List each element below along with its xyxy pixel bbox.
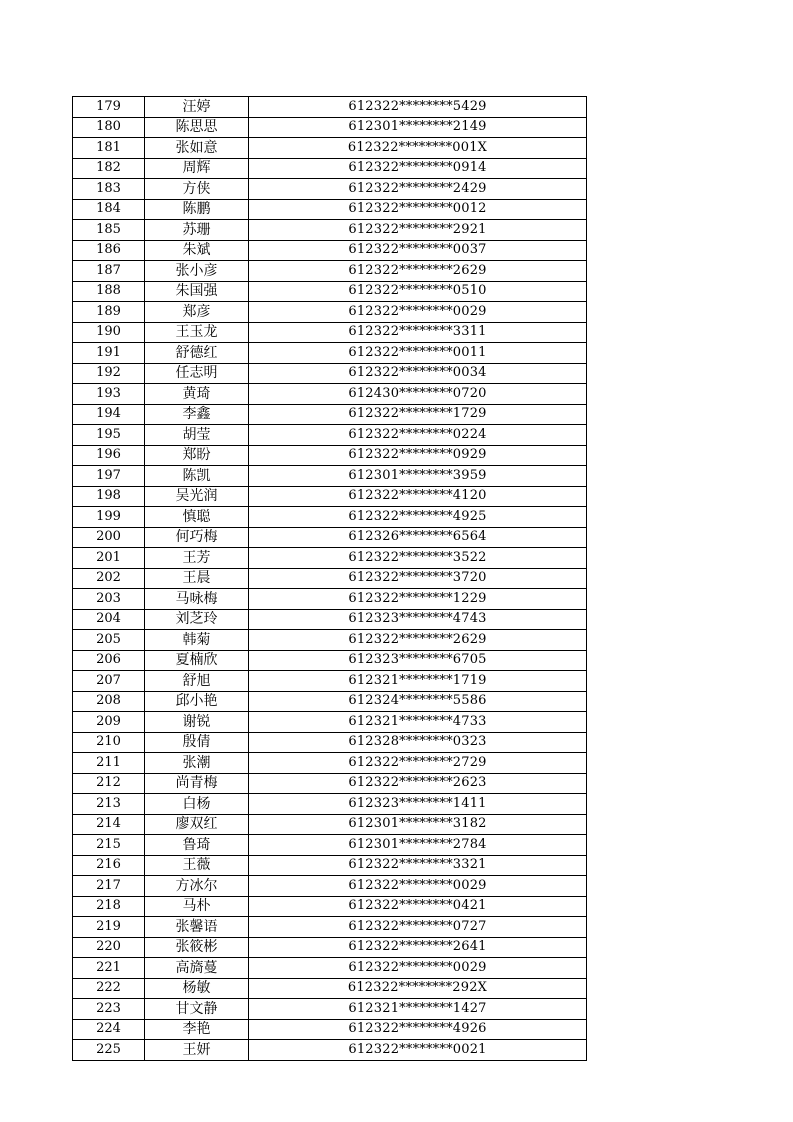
id-number: 612323********1411 xyxy=(249,794,587,815)
id-number: 612328********0323 xyxy=(249,732,587,753)
row-number: 187 xyxy=(73,261,145,282)
person-name: 胡莹 xyxy=(145,425,249,446)
table-row xyxy=(73,876,587,897)
table-row xyxy=(73,712,587,733)
row-number: 195 xyxy=(73,425,145,446)
row-number: 224 xyxy=(73,1019,145,1040)
row-number: 210 xyxy=(73,732,145,753)
row-number: 193 xyxy=(73,384,145,405)
person-name: 王晨 xyxy=(145,568,249,589)
id-number: 612322********2429 xyxy=(249,179,587,200)
table-row xyxy=(73,732,587,753)
row-number: 182 xyxy=(73,158,145,179)
row-number: 192 xyxy=(73,363,145,384)
row-number: 185 xyxy=(73,220,145,241)
table-row xyxy=(73,548,587,569)
table-row xyxy=(73,527,587,548)
person-name: 王芳 xyxy=(145,548,249,569)
table-row xyxy=(73,609,587,630)
table-row xyxy=(73,486,587,507)
person-name: 殷倩 xyxy=(145,732,249,753)
person-name: 廖双红 xyxy=(145,814,249,835)
person-name: 陈凯 xyxy=(145,466,249,487)
id-number: 612322********0029 xyxy=(249,876,587,897)
table-row xyxy=(73,302,587,323)
table-row xyxy=(73,630,587,651)
table-row xyxy=(73,773,587,794)
id-number: 612322********0029 xyxy=(249,302,587,323)
table-row xyxy=(73,445,587,466)
person-name: 夏楠欣 xyxy=(145,650,249,671)
person-name: 马咏梅 xyxy=(145,589,249,610)
id-number: 612322********4926 xyxy=(249,1019,587,1040)
id-number: 612322********0021 xyxy=(249,1040,587,1061)
person-name: 鲁琦 xyxy=(145,835,249,856)
row-number: 215 xyxy=(73,835,145,856)
person-name: 白杨 xyxy=(145,794,249,815)
person-name: 邱小艳 xyxy=(145,691,249,712)
person-name: 陈鹏 xyxy=(145,199,249,220)
table-row xyxy=(73,322,587,343)
person-name: 甘文静 xyxy=(145,999,249,1020)
id-number: 612322********4925 xyxy=(249,507,587,528)
row-number: 200 xyxy=(73,527,145,548)
table-row xyxy=(73,343,587,364)
id-number: 612324********5586 xyxy=(249,691,587,712)
row-number: 191 xyxy=(73,343,145,364)
table-row xyxy=(73,404,587,425)
id-number: 612322********0224 xyxy=(249,425,587,446)
table-row xyxy=(73,425,587,446)
person-name: 慎聪 xyxy=(145,507,249,528)
table-row xyxy=(73,835,587,856)
person-name: 周辉 xyxy=(145,158,249,179)
id-number: 612322********3522 xyxy=(249,548,587,569)
person-name: 黄琦 xyxy=(145,384,249,405)
person-name: 尚青梅 xyxy=(145,773,249,794)
row-number: 181 xyxy=(73,138,145,159)
id-number: 612322********0914 xyxy=(249,158,587,179)
id-number: 612322********2729 xyxy=(249,753,587,774)
row-number: 214 xyxy=(73,814,145,835)
table-row xyxy=(73,917,587,938)
table-row xyxy=(73,896,587,917)
person-name: 朱斌 xyxy=(145,240,249,261)
table-row xyxy=(73,650,587,671)
row-number: 213 xyxy=(73,794,145,815)
id-number: 612322********2641 xyxy=(249,937,587,958)
id-number: 612322********1729 xyxy=(249,404,587,425)
table-row xyxy=(73,999,587,1020)
person-name: 张馨语 xyxy=(145,917,249,938)
roster-body xyxy=(73,97,587,1061)
table-row xyxy=(73,794,587,815)
person-name: 张小彦 xyxy=(145,261,249,282)
table-row xyxy=(73,1040,587,1061)
person-name: 方冰尔 xyxy=(145,876,249,897)
person-name: 吴光润 xyxy=(145,486,249,507)
table-row xyxy=(73,281,587,302)
row-number: 194 xyxy=(73,404,145,425)
table-row xyxy=(73,978,587,999)
person-name: 王薇 xyxy=(145,855,249,876)
id-number: 612322********0727 xyxy=(249,917,587,938)
id-number: 612322********2629 xyxy=(249,630,587,651)
row-number: 206 xyxy=(73,650,145,671)
person-name: 郑盼 xyxy=(145,445,249,466)
row-number: 212 xyxy=(73,773,145,794)
id-number: 612301********3959 xyxy=(249,466,587,487)
person-name: 何巧梅 xyxy=(145,527,249,548)
person-name: 舒旭 xyxy=(145,671,249,692)
person-name: 王玉龙 xyxy=(145,322,249,343)
row-number: 190 xyxy=(73,322,145,343)
id-number: 612322********0510 xyxy=(249,281,587,302)
id-number: 612430********0720 xyxy=(249,384,587,405)
row-number: 217 xyxy=(73,876,145,897)
table-row xyxy=(73,363,587,384)
row-number: 220 xyxy=(73,937,145,958)
person-name: 韩菊 xyxy=(145,630,249,651)
row-number: 219 xyxy=(73,917,145,938)
id-number: 612322********0011 xyxy=(249,343,587,364)
person-name: 汪婷 xyxy=(145,97,249,118)
person-name: 李鑫 xyxy=(145,404,249,425)
id-number: 612322********292X xyxy=(249,978,587,999)
row-number: 216 xyxy=(73,855,145,876)
table-row xyxy=(73,568,587,589)
id-number: 612322********2921 xyxy=(249,220,587,241)
row-number: 221 xyxy=(73,958,145,979)
table-row xyxy=(73,138,587,159)
id-number: 612322********0037 xyxy=(249,240,587,261)
roster-sheet xyxy=(72,96,587,1061)
person-name: 张潮 xyxy=(145,753,249,774)
row-number: 218 xyxy=(73,896,145,917)
id-number: 612321********1719 xyxy=(249,671,587,692)
id-number: 612322********5429 xyxy=(249,97,587,118)
row-number: 184 xyxy=(73,199,145,220)
row-number: 183 xyxy=(73,179,145,200)
row-number: 204 xyxy=(73,609,145,630)
person-name: 张如意 xyxy=(145,138,249,159)
row-number: 198 xyxy=(73,486,145,507)
id-number: 612322********0012 xyxy=(249,199,587,220)
id-number: 612322********0029 xyxy=(249,958,587,979)
roster-table xyxy=(72,96,587,1061)
row-number: 207 xyxy=(73,671,145,692)
table-row xyxy=(73,855,587,876)
row-number: 189 xyxy=(73,302,145,323)
table-row xyxy=(73,117,587,138)
id-number: 612321********1427 xyxy=(249,999,587,1020)
row-number: 225 xyxy=(73,1040,145,1061)
table-row xyxy=(73,1019,587,1040)
id-number: 612326********6564 xyxy=(249,527,587,548)
table-row xyxy=(73,240,587,261)
person-name: 任志明 xyxy=(145,363,249,384)
id-number: 612301********3182 xyxy=(249,814,587,835)
person-name: 马朴 xyxy=(145,896,249,917)
id-number: 612322********0421 xyxy=(249,896,587,917)
id-number: 612322********1229 xyxy=(249,589,587,610)
table-row xyxy=(73,97,587,118)
person-name: 张筱彬 xyxy=(145,937,249,958)
id-number: 612322********3321 xyxy=(249,855,587,876)
row-number: 197 xyxy=(73,466,145,487)
row-number: 179 xyxy=(73,97,145,118)
row-number: 205 xyxy=(73,630,145,651)
person-name: 李艳 xyxy=(145,1019,249,1040)
person-name: 方侠 xyxy=(145,179,249,200)
table-row xyxy=(73,261,587,282)
id-number: 612322********2629 xyxy=(249,261,587,282)
person-name: 杨敏 xyxy=(145,978,249,999)
row-number: 188 xyxy=(73,281,145,302)
table-row xyxy=(73,199,587,220)
person-name: 谢锐 xyxy=(145,712,249,733)
row-number: 222 xyxy=(73,978,145,999)
table-row xyxy=(73,158,587,179)
row-number: 202 xyxy=(73,568,145,589)
id-number: 612322********0929 xyxy=(249,445,587,466)
row-number: 223 xyxy=(73,999,145,1020)
table-row xyxy=(73,814,587,835)
table-row xyxy=(73,220,587,241)
table-row xyxy=(73,753,587,774)
person-name: 陈思思 xyxy=(145,117,249,138)
row-number: 201 xyxy=(73,548,145,569)
id-number: 612322********3720 xyxy=(249,568,587,589)
person-name: 苏珊 xyxy=(145,220,249,241)
table-row xyxy=(73,507,587,528)
id-number: 612301********2784 xyxy=(249,835,587,856)
person-name: 舒德红 xyxy=(145,343,249,364)
row-number: 203 xyxy=(73,589,145,610)
row-number: 186 xyxy=(73,240,145,261)
table-row xyxy=(73,958,587,979)
person-name: 刘芝玲 xyxy=(145,609,249,630)
table-row xyxy=(73,691,587,712)
id-number: 612322********0034 xyxy=(249,363,587,384)
id-number: 612301********2149 xyxy=(249,117,587,138)
id-number: 612322********4120 xyxy=(249,486,587,507)
row-number: 196 xyxy=(73,445,145,466)
table-row xyxy=(73,179,587,200)
id-number: 612322********3311 xyxy=(249,322,587,343)
table-row xyxy=(73,671,587,692)
id-number: 612321********4733 xyxy=(249,712,587,733)
row-number: 211 xyxy=(73,753,145,774)
row-number: 209 xyxy=(73,712,145,733)
row-number: 180 xyxy=(73,117,145,138)
id-number: 612323********4743 xyxy=(249,609,587,630)
table-row xyxy=(73,466,587,487)
person-name: 郑彦 xyxy=(145,302,249,323)
id-number: 612322********2623 xyxy=(249,773,587,794)
table-row xyxy=(73,384,587,405)
person-name: 高旖蔓 xyxy=(145,958,249,979)
person-name: 王妍 xyxy=(145,1040,249,1061)
row-number: 208 xyxy=(73,691,145,712)
person-name: 朱国强 xyxy=(145,281,249,302)
row-number: 199 xyxy=(73,507,145,528)
id-number: 612322********001X xyxy=(249,138,587,159)
table-row xyxy=(73,589,587,610)
table-row xyxy=(73,937,587,958)
id-number: 612323********6705 xyxy=(249,650,587,671)
